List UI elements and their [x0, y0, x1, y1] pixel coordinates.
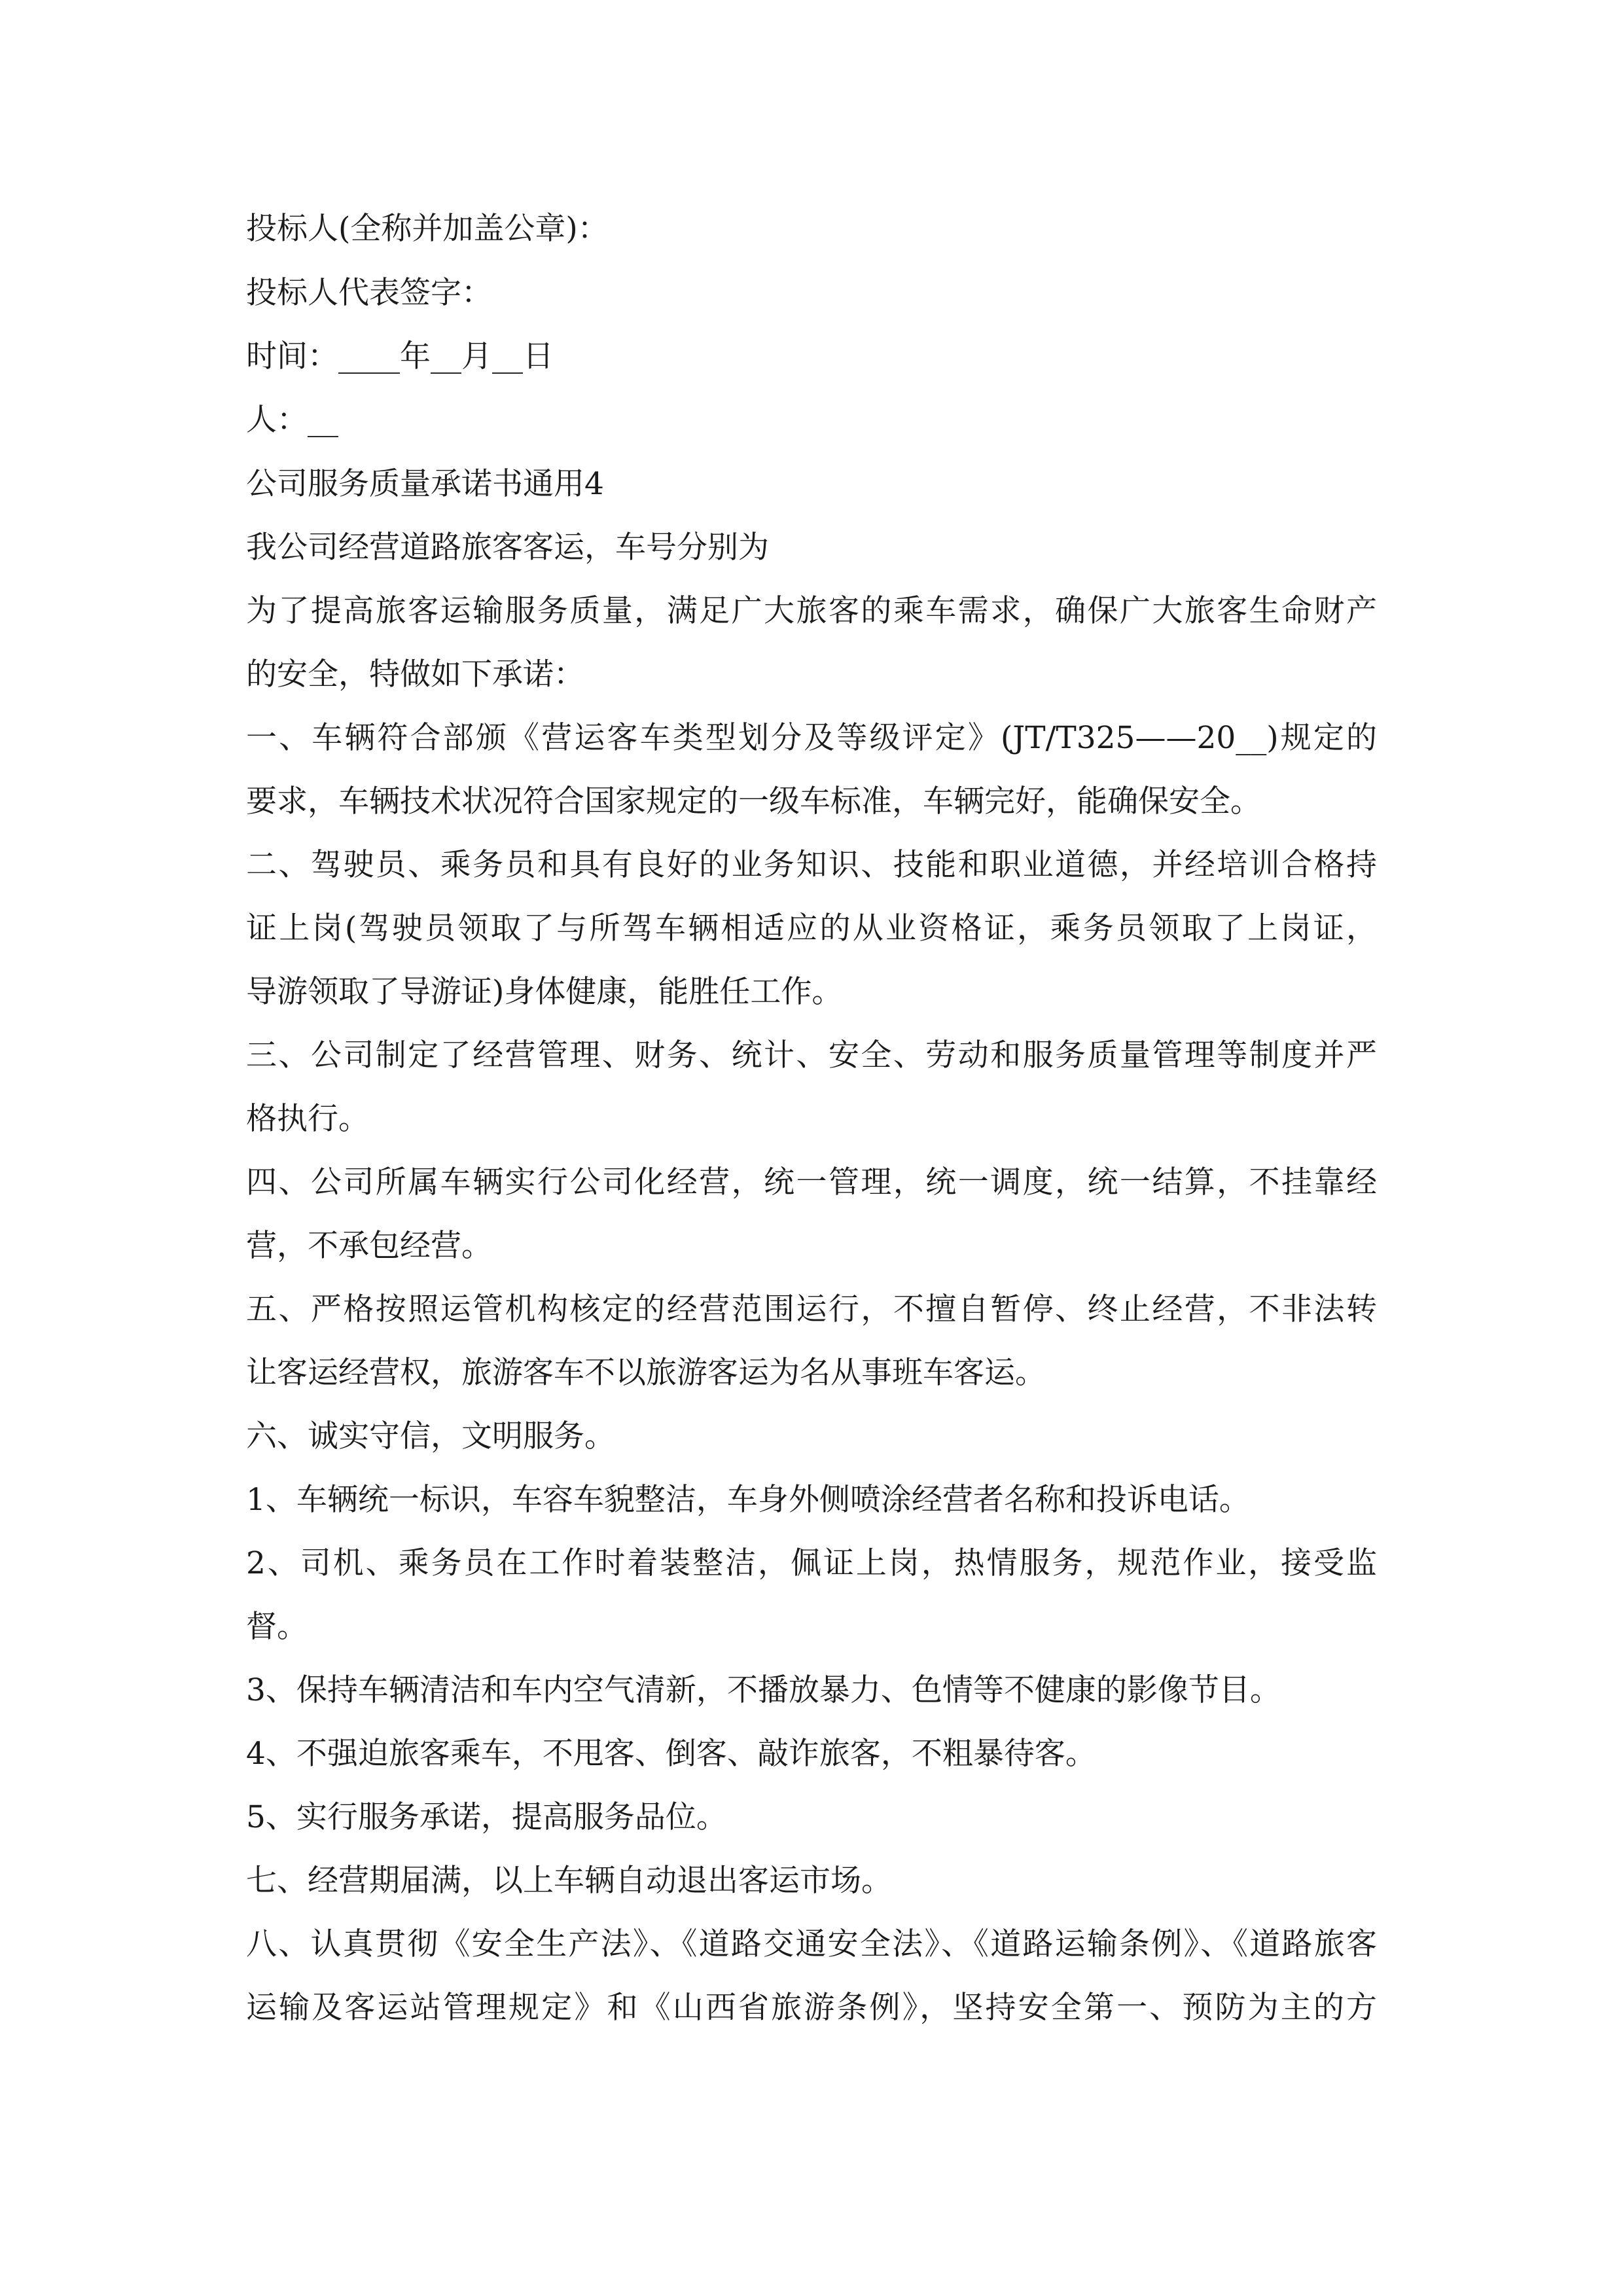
item-6-line: 六、诚实守信，文明服务。 [246, 1418, 615, 1454]
item-5-line: 五、严格按照运管机构核定的经营范围运行，不擅自暂停、终止经营，不非法转 [246, 1291, 1377, 1327]
item-2-line: 导游领取了导游证)身体健康，能胜任工作。 [246, 974, 843, 1010]
intro-line: 为了提高旅客运输服务质量，满足广大旅客的乘车需求，确保广大旅客生命财产 [246, 593, 1377, 629]
bidder-name-line: 投标人(全称并加盖公章)： [246, 211, 609, 247]
sub-item-2-line: 督。 [246, 1609, 308, 1645]
item-3-line: 三、公司制定了经营管理、财务、统计、安全、劳动和服务质量管理等制度并严 [246, 1037, 1377, 1073]
sub-item-4-line: 4、不强迫旅客乘车，不甩客、倒客、敲诈旅客，不粗暴待客。 [246, 1736, 1096, 1772]
item-1-line: 一、车辆符合部颁《营运客车类型划分及等级评定》(JT/T325——20__)规定的 [246, 720, 1377, 756]
item-8-line: 八、认真贯彻《安全生产法》、《道路交通安全法》、《道路运输条例》、《道路旅客 [246, 1926, 1377, 1962]
item-4-line: 四、公司所属车辆实行公司化经营，统一管理，统一调度，统一结算，不挂靠经 [246, 1164, 1377, 1200]
item-4-line: 营，不承包经营。 [246, 1228, 492, 1264]
person-line: 人：__ [246, 402, 338, 438]
item-2-line: 证上岗(驾驶员领取了与所驾车辆相适应的从业资格证，乘务员领取了上岗证， [246, 910, 1377, 946]
sub-item-1-line: 1、车辆统一标识，车容车貌整洁，车身外侧喷涂经营者名称和投诉电话。 [246, 1482, 1250, 1518]
item-2-line: 二、驾驶员、乘务员和具有良好的业务知识、技能和职业道德，并经培训合格持 [246, 847, 1377, 883]
item-1-line: 要求，车辆技术状况符合国家规定的一级车标准，车辆完好，能确保安全。 [246, 783, 1261, 819]
document-title: 公司服务质量承诺书通用4 [246, 466, 604, 502]
sub-item-5-line: 5、实行服务承诺，提高服务品位。 [246, 1799, 727, 1835]
intro-line: 我公司经营道路旅客客运，车号分别为 [246, 529, 769, 565]
date-line: 时间：____年__月__日 [246, 338, 554, 374]
sub-item-3-line: 3、保持车辆清洁和车内空气清新，不播放暴力、色情等不健康的影像节目。 [246, 1672, 1281, 1708]
bidder-representative-signature-line: 投标人代表签字： [246, 275, 492, 311]
item-5-line: 让客运经营权，旅游客车不以旅游客运为名从事班车客运。 [246, 1355, 1046, 1391]
item-7-line: 七、经营期届满，以上车辆自动退出客运市场。 [246, 1863, 892, 1899]
intro-line: 的安全，特做如下承诺： [246, 656, 584, 692]
item-3-line: 格执行。 [246, 1101, 369, 1137]
sub-item-2-line: 2、司机、乘务员在工作时着装整洁，佩证上岗，热情服务，规范作业，接受监 [246, 1545, 1377, 1581]
item-8-line: 运输及客运站管理规定》和《山西省旅游条例》，坚持安全第一、预防为主的方 [246, 1990, 1377, 2026]
